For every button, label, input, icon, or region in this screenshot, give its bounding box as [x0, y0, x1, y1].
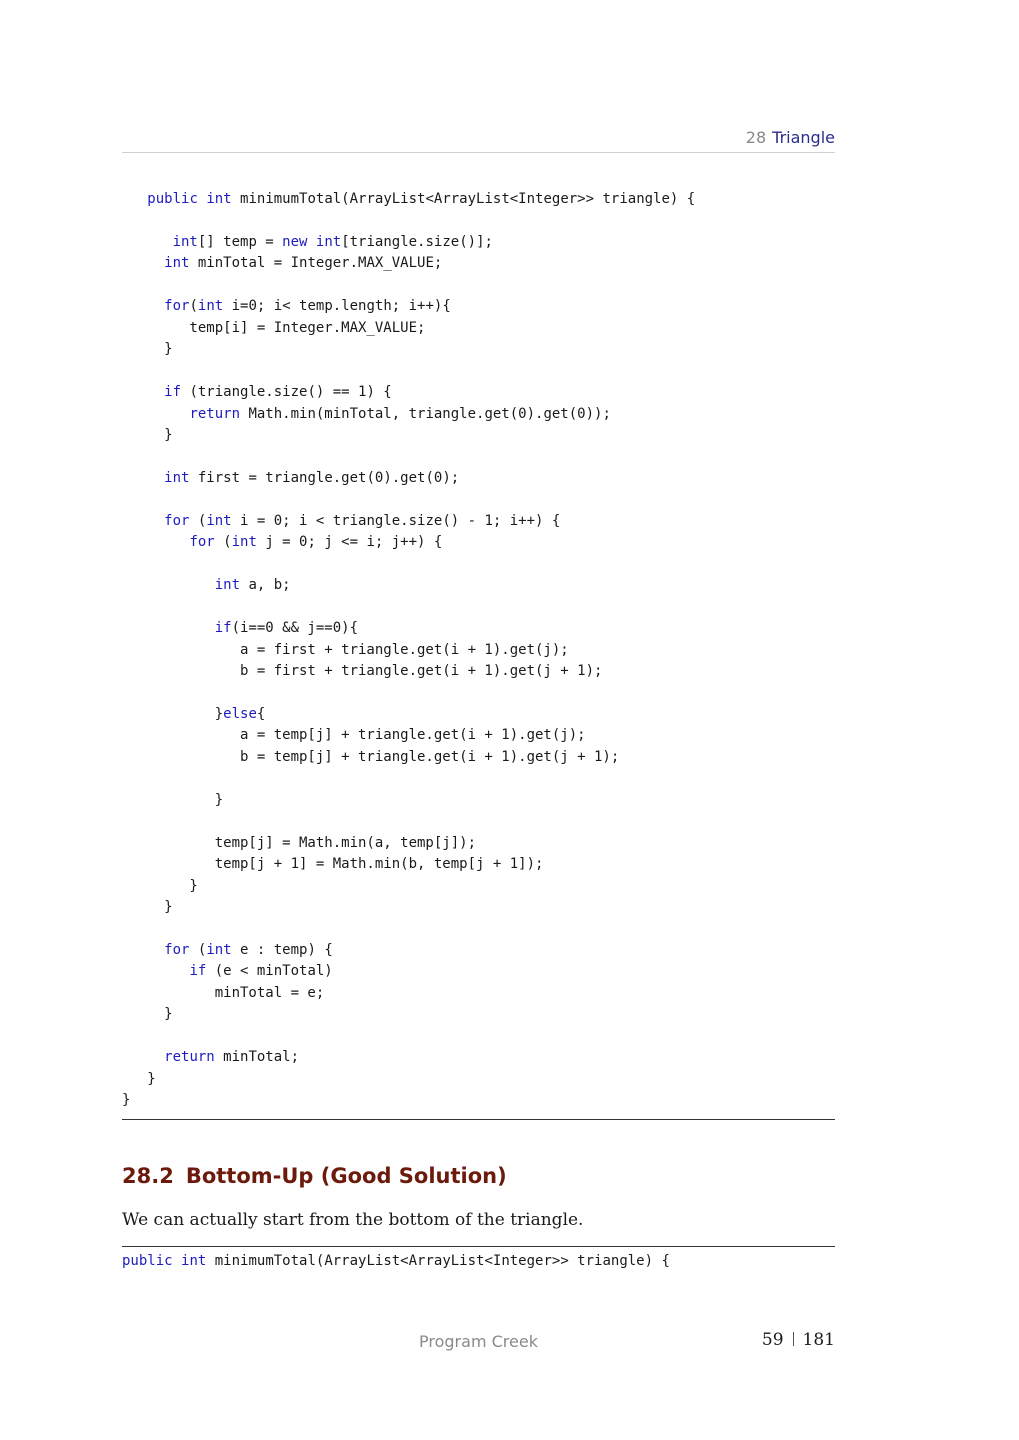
code-text: [122, 534, 189, 550]
code-text: (: [189, 298, 198, 315]
code-keyword: int: [206, 512, 232, 529]
code-text: (: [189, 512, 207, 529]
code-text: b = temp[j] + triangle.get(i + 1).get(j + 1);: [122, 748, 620, 765]
code-keyword: int: [206, 191, 232, 207]
code-keyword: for: [189, 534, 215, 551]
code-text: [122, 620, 215, 636]
code-text: a = first + triangle.get(i + 1).get(j);: [122, 641, 569, 658]
page-number-indicator: [762, 1330, 835, 1350]
code-keyword: return: [189, 405, 241, 422]
code-keyword: int: [231, 534, 257, 551]
code-line: [122, 1092, 130, 1108]
code-line: [122, 899, 173, 915]
footer-book-title: Program Creek: [419, 1332, 538, 1351]
code-line: [122, 534, 442, 550]
total-pages: 181: [802, 1330, 835, 1350]
code-keyword: if: [214, 620, 232, 637]
code-line: [122, 298, 451, 314]
code-keyword: if: [189, 963, 207, 980]
code-line: [122, 727, 586, 743]
body-paragraph: We can actually start from the bottom of the triangle.: [122, 1210, 584, 1230]
code-text: [] temp =: [197, 233, 283, 250]
code-text: [122, 1049, 164, 1065]
code-text: [122, 191, 147, 207]
code-keyword: int: [214, 577, 241, 594]
code-line: [122, 427, 173, 443]
code-line: [122, 642, 569, 658]
code-text: [122, 234, 173, 250]
code-text: [122, 513, 164, 529]
code-keyword: int: [315, 233, 342, 250]
code-text: (e < minTotal): [206, 963, 333, 980]
code-keyword: public: [122, 1253, 173, 1269]
code-line: [122, 191, 695, 207]
code-text: Math.min(minTotal, triangle.get(0).get(0));: [240, 405, 611, 422]
code-block-triangle-top-down: [122, 189, 695, 1111]
code-text: [122, 577, 215, 593]
code-keyword: new: [282, 233, 308, 250]
chapter-title: Triangle: [772, 128, 835, 147]
code-line: [122, 255, 442, 271]
code-block-bottom-rule: [122, 1119, 835, 1120]
code-keyword: int: [164, 255, 190, 272]
code-keyword: public: [147, 191, 198, 207]
code-text: i=0; i< temp.length; i++){: [223, 298, 451, 315]
code-text: [122, 255, 164, 271]
code-text: }: [122, 426, 173, 443]
code-line: [122, 878, 198, 894]
code-text: minimumTotal(ArrayList<ArrayList<Integer>> triangle) {: [206, 1253, 670, 1269]
code-text: }: [122, 705, 224, 722]
code-text: }: [122, 341, 173, 358]
code-line: [122, 856, 543, 872]
code-text: b = first + triangle.get(i + 1).get(j + 1);: [122, 662, 603, 679]
code-text: }: [122, 898, 173, 915]
code-line: [122, 513, 560, 529]
code-text: temp[i] = Integer.MAX_VALUE;: [122, 319, 426, 336]
running-header: [122, 128, 835, 153]
code-line: [122, 749, 619, 765]
code-text: minimumTotal(ArrayList<ArrayList<Integer>> triangle) {: [231, 191, 696, 207]
code-line: [122, 963, 333, 979]
code-text: (triangle.size() == 1) {: [181, 384, 392, 401]
section-number: 28.2: [122, 1164, 174, 1188]
code-text: }: [122, 791, 224, 808]
code-text: [122, 963, 189, 979]
code-keyword: for: [164, 298, 190, 315]
code-keyword: int: [197, 298, 224, 315]
code-text: }: [122, 1092, 131, 1109]
code-text: [triangle.size()];: [341, 233, 493, 250]
page-separator: [793, 1332, 794, 1346]
code-text: (i==0 && j==0){: [231, 620, 359, 637]
code-block-bottom-up: [122, 1251, 670, 1272]
code-text: }: [122, 1070, 156, 1087]
code-text: i = 0; i < triangle.size() - 1; i++) {: [231, 512, 561, 529]
code-text: minTotal;: [214, 1049, 300, 1066]
code-keyword: int: [164, 469, 190, 486]
code-keyword: int: [181, 1253, 207, 1269]
code-keyword: else: [223, 705, 257, 722]
code-block-top-rule: [122, 1246, 835, 1247]
code-line: [122, 341, 173, 357]
code-line: [122, 406, 611, 422]
code-line: [122, 835, 476, 851]
code-text: [122, 384, 164, 400]
code-line: [122, 985, 324, 1001]
code-line: [122, 620, 358, 636]
code-line: [122, 1049, 299, 1065]
code-text: temp[j + 1] = Math.min(b, temp[j + 1]);: [122, 856, 544, 873]
code-keyword: if: [164, 384, 182, 401]
code-line: [122, 320, 425, 336]
chapter-number: 28: [745, 128, 767, 147]
code-keyword: for: [164, 512, 190, 529]
code-line: [122, 663, 602, 679]
code-text: {: [256, 705, 266, 722]
code-text: a, b;: [240, 577, 291, 594]
code-text: temp[j] = Math.min(a, temp[j]);: [122, 834, 477, 851]
code-line: [122, 1006, 173, 1022]
code-keyword: for: [164, 941, 190, 958]
code-text: (: [214, 534, 232, 551]
code-text: [122, 942, 164, 958]
code-line: [122, 942, 333, 958]
code-text: [173, 1253, 181, 1269]
code-line: [122, 1071, 156, 1087]
code-text: j = 0; j <= i; j++) {: [256, 534, 443, 551]
code-keyword: return: [164, 1049, 215, 1066]
code-keyword: int: [206, 941, 232, 958]
code-text: (: [189, 941, 207, 958]
code-line: [122, 1253, 670, 1269]
section-title: Bottom-Up (Good Solution): [185, 1164, 507, 1188]
code-line: [122, 470, 459, 486]
code-text: [122, 470, 164, 486]
page-number: 59: [761, 1330, 784, 1350]
code-text: [307, 234, 315, 250]
code-text: a = temp[j] + triangle.get(i + 1).get(j);: [122, 727, 586, 744]
code-text: }: [122, 1006, 173, 1023]
code-line: [122, 384, 392, 400]
section-heading: [122, 1164, 507, 1188]
code-text: }: [122, 877, 198, 894]
code-text: first = triangle.get(0).get(0);: [189, 469, 460, 486]
code-line: [122, 706, 265, 722]
code-text: minTotal = Integer.MAX_VALUE;: [189, 255, 443, 272]
code-keyword: int: [172, 233, 198, 250]
code-text: [122, 298, 164, 314]
code-line: [122, 577, 291, 593]
code-text: e : temp) {: [231, 941, 333, 958]
code-line: [122, 792, 223, 808]
code-text: minTotal = e;: [122, 984, 325, 1001]
code-text: [122, 406, 189, 422]
code-line: [122, 234, 493, 250]
